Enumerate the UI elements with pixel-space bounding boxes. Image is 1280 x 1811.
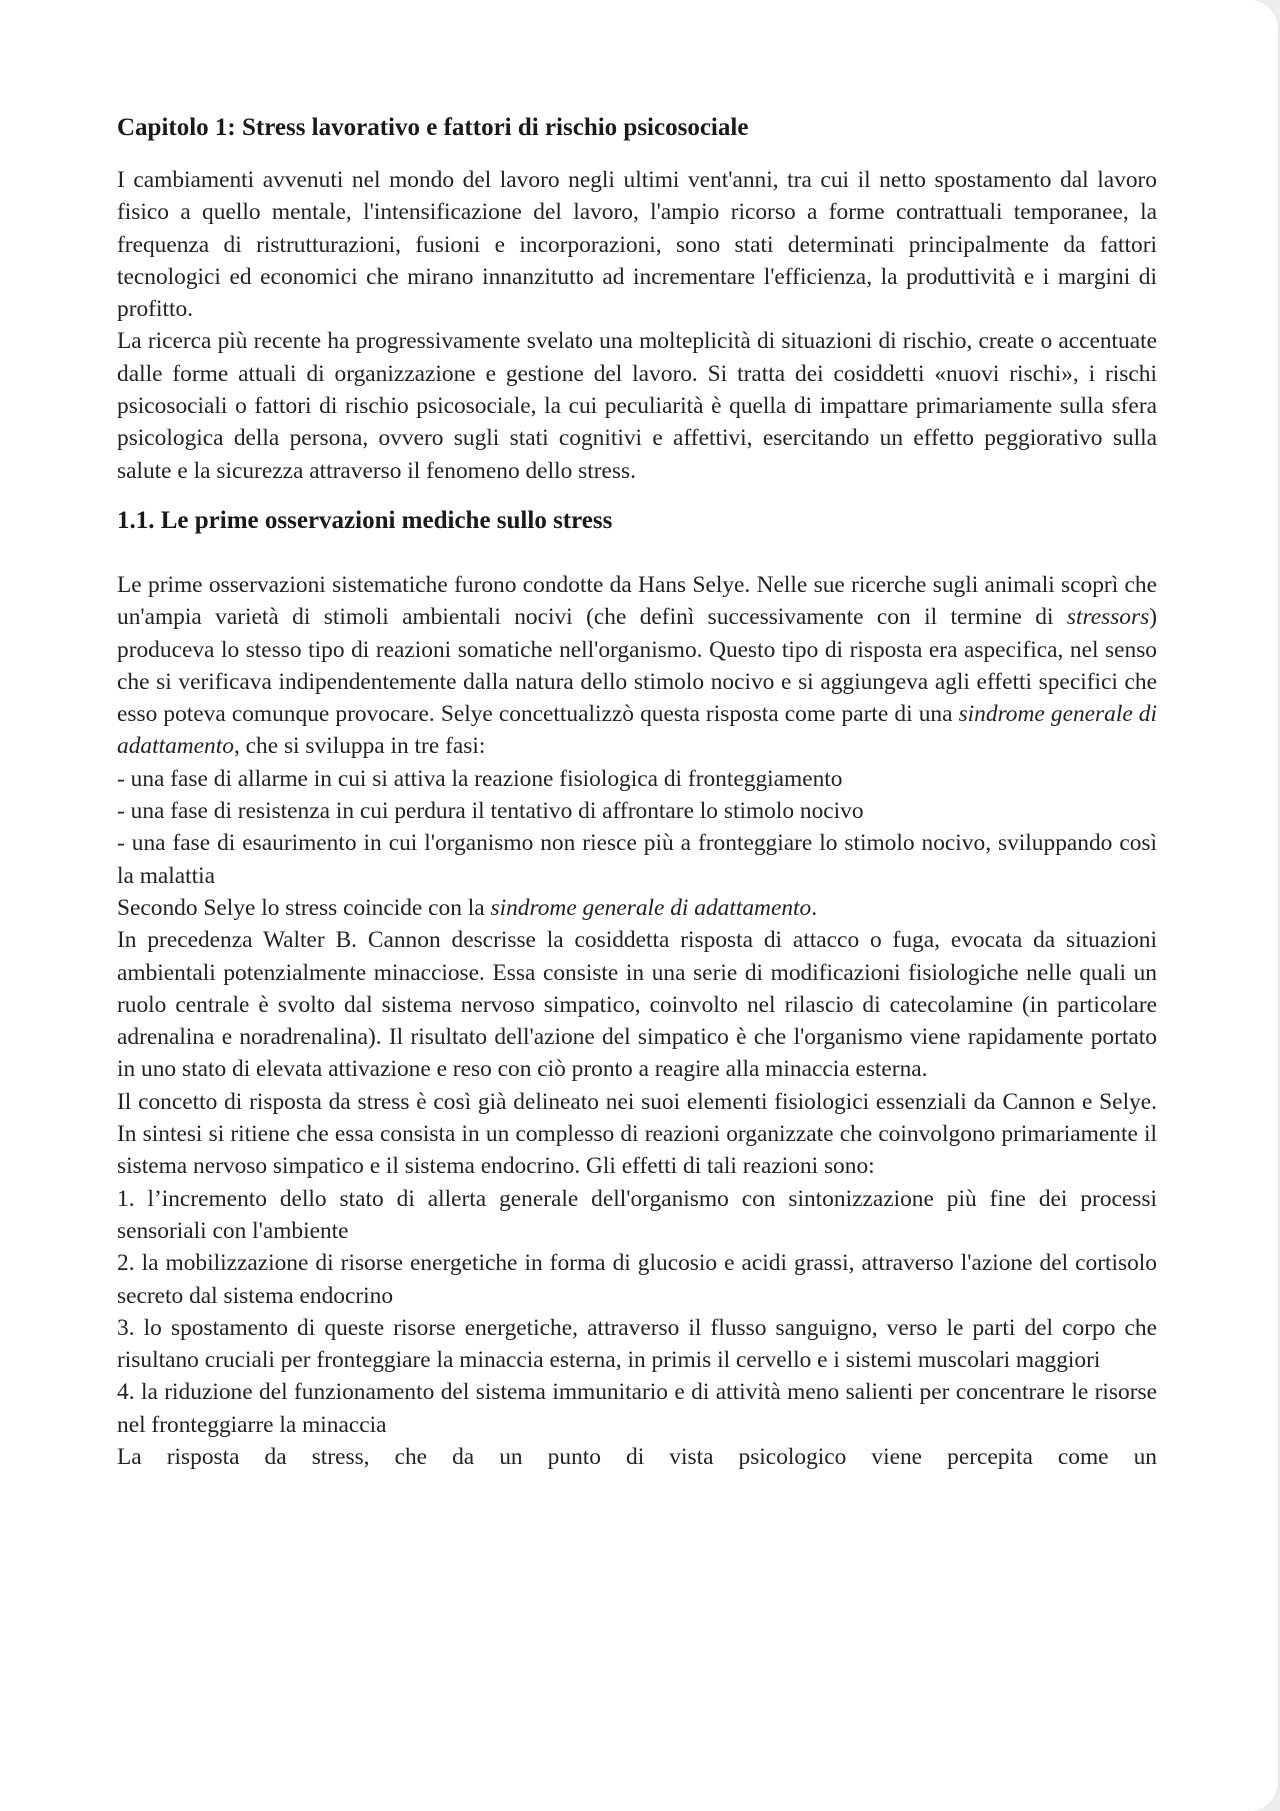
effect-item: 4. la riduzione del funzionamento del sistema immunitario e di attività meno salienti per concentrare le risorse nel fronteggiarre la minaccia [117,1379,1157,1438]
cannon-paragraph: In precedenza Walter B. Cannon descrisse la cosiddetta risposta di attacco o fuga, evocata da situazioni ambientali potenzialmente minacciose. Essa consiste in una serie di modificazioni fisiologiche nelle quali un ruolo centrale è svolto dal sistema nervoso simpatico, coinvolto nel rilascio di catecolamine (in particolare adrenalina e noradrenalina). Il risultato dell'azione del simpatico è che l'organismo viene rapidamente portato in uno stato di elevata attivazione e reso con ciò pronto a reagire alla minaccia esterna. [117,927,1157,1083]
conclusion-suffix: . [811,894,818,921]
selye-text-2: ) produceva lo stesso tipo di reazioni somatiche nell'organismo. Questo tipo di risposta era aspecifica, nel senso che si verificava indipendentemente dalla natura dello stimolo nocivo e si aggiungeva agli effetti specifici che esso poteva comunque provocare. Selye concettualizzò questa risposta come parte di una [117,604,1157,728]
sga-term-conclusion: sindrome generale di adattamento [490,894,812,921]
document-body [117,112,1157,1473]
conclusion-prefix: Secondo Selye lo stress coincide con la [117,894,491,921]
selye-conclusion [117,892,1157,924]
intro-paragraph-1: I cambiamenti avvenuti nel mondo del lavoro negli ultimi vent'anni, tra cui il netto spostamento dal lavoro fisico a quello mentale, l'intensificazione del lavoro, l'ampio ricorso a forme contrattuali temporanee, la frequenza di ristrutturazioni, fusioni e incorporazioni, sono stati determinati principalmente da fattori tecnologici ed economici che mirano innanzitutto ad incrementare l'efficienza, la produttività e i margini di profitto. [117,167,1157,323]
selye-text-3: , che si sviluppa in tre fasi: [233,733,486,760]
effect-item: 1. l’incremento dello stato di allerta generale dell'organismo con sintonizzazione più fine dei processi sensoriali con l'ambiente [117,1185,1157,1244]
phase-item: - una fase di esaurimento in cui l'organismo non riesce più a fronteggiare lo stimolo nocivo, sviluppando così la malattia [117,830,1157,889]
closing-fragment: La risposta da stress, che da un punto di vista psicologico viene percepita come un [117,1443,1157,1470]
intro-paragraph-2: La ricerca più recente ha progressivamente svelato una molteplicità di situazioni di rischio, create o accentuate dalle forme attuali di organizzazione e gestione del lavoro. Si tratta dei cosiddetti «nuovi rischi», i rischi psicosociali o fattori di rischio psicosociale, la cui peculiarità è quella di impattare primariamente sulla sfera psicologica della persona, ovvero sugli stati cognitivi e affettivi, esercitando un effetto peggiorativo sulla salute e la sicurezza attraverso il fenomeno dello stress. [117,328,1157,484]
effect-item: 3. lo spostamento di queste risorse energetiche, attraverso il flusso sanguigno, verso le parti del corpo che risultano cruciali per fronteggiare la minaccia esterna, in primis il cervello e i sistemi muscolari maggiori [117,1314,1157,1374]
phase-item: - una fase di resistenza in cui perdura il tentativo di affrontare lo stimolo nocivo [117,798,864,825]
selye-text-1: Le prime osservazioni sistematiche furono condotte da Hans Selye. Nelle sue ricerche sugli animali scoprì che un'ampia varietà di stimoli ambientali nocivi (che definì successivamente con il termine di [117,571,1157,631]
sga-term: sindrome generale di adattamento [117,701,1158,760]
effect-item: 2. la mobilizzazione di risorse energetiche in forma di glucosio e acidi grassi, attraverso l'azione del cortisolo secreto dal sistema endocrino [117,1250,1157,1309]
stressors-term: stressors [1066,604,1150,631]
selye-paragraph [117,569,1157,763]
chapter-title: Capitolo 1: Stress lavorativo e fattori di rischio psicosociale [117,114,749,141]
section-title: 1.1. Le prime osservazioni mediche sullo stress [117,506,613,534]
phase-item: - una fase di allarme in cui si attiva la reazione fisiologica di fronteggiamento [117,765,843,792]
concept-paragraph: Il concetto di risposta da stress è così già delineato nei suoi elementi fisiologici essenziali da Cannon e Selye. In sintesi si ritiene che essa consista in un complesso di reazioni organizzate che coinvolgono primariamente il sistema nervoso simpatico e il sistema endocrino. Gli effetti di tali reazioni sono: [117,1088,1157,1180]
